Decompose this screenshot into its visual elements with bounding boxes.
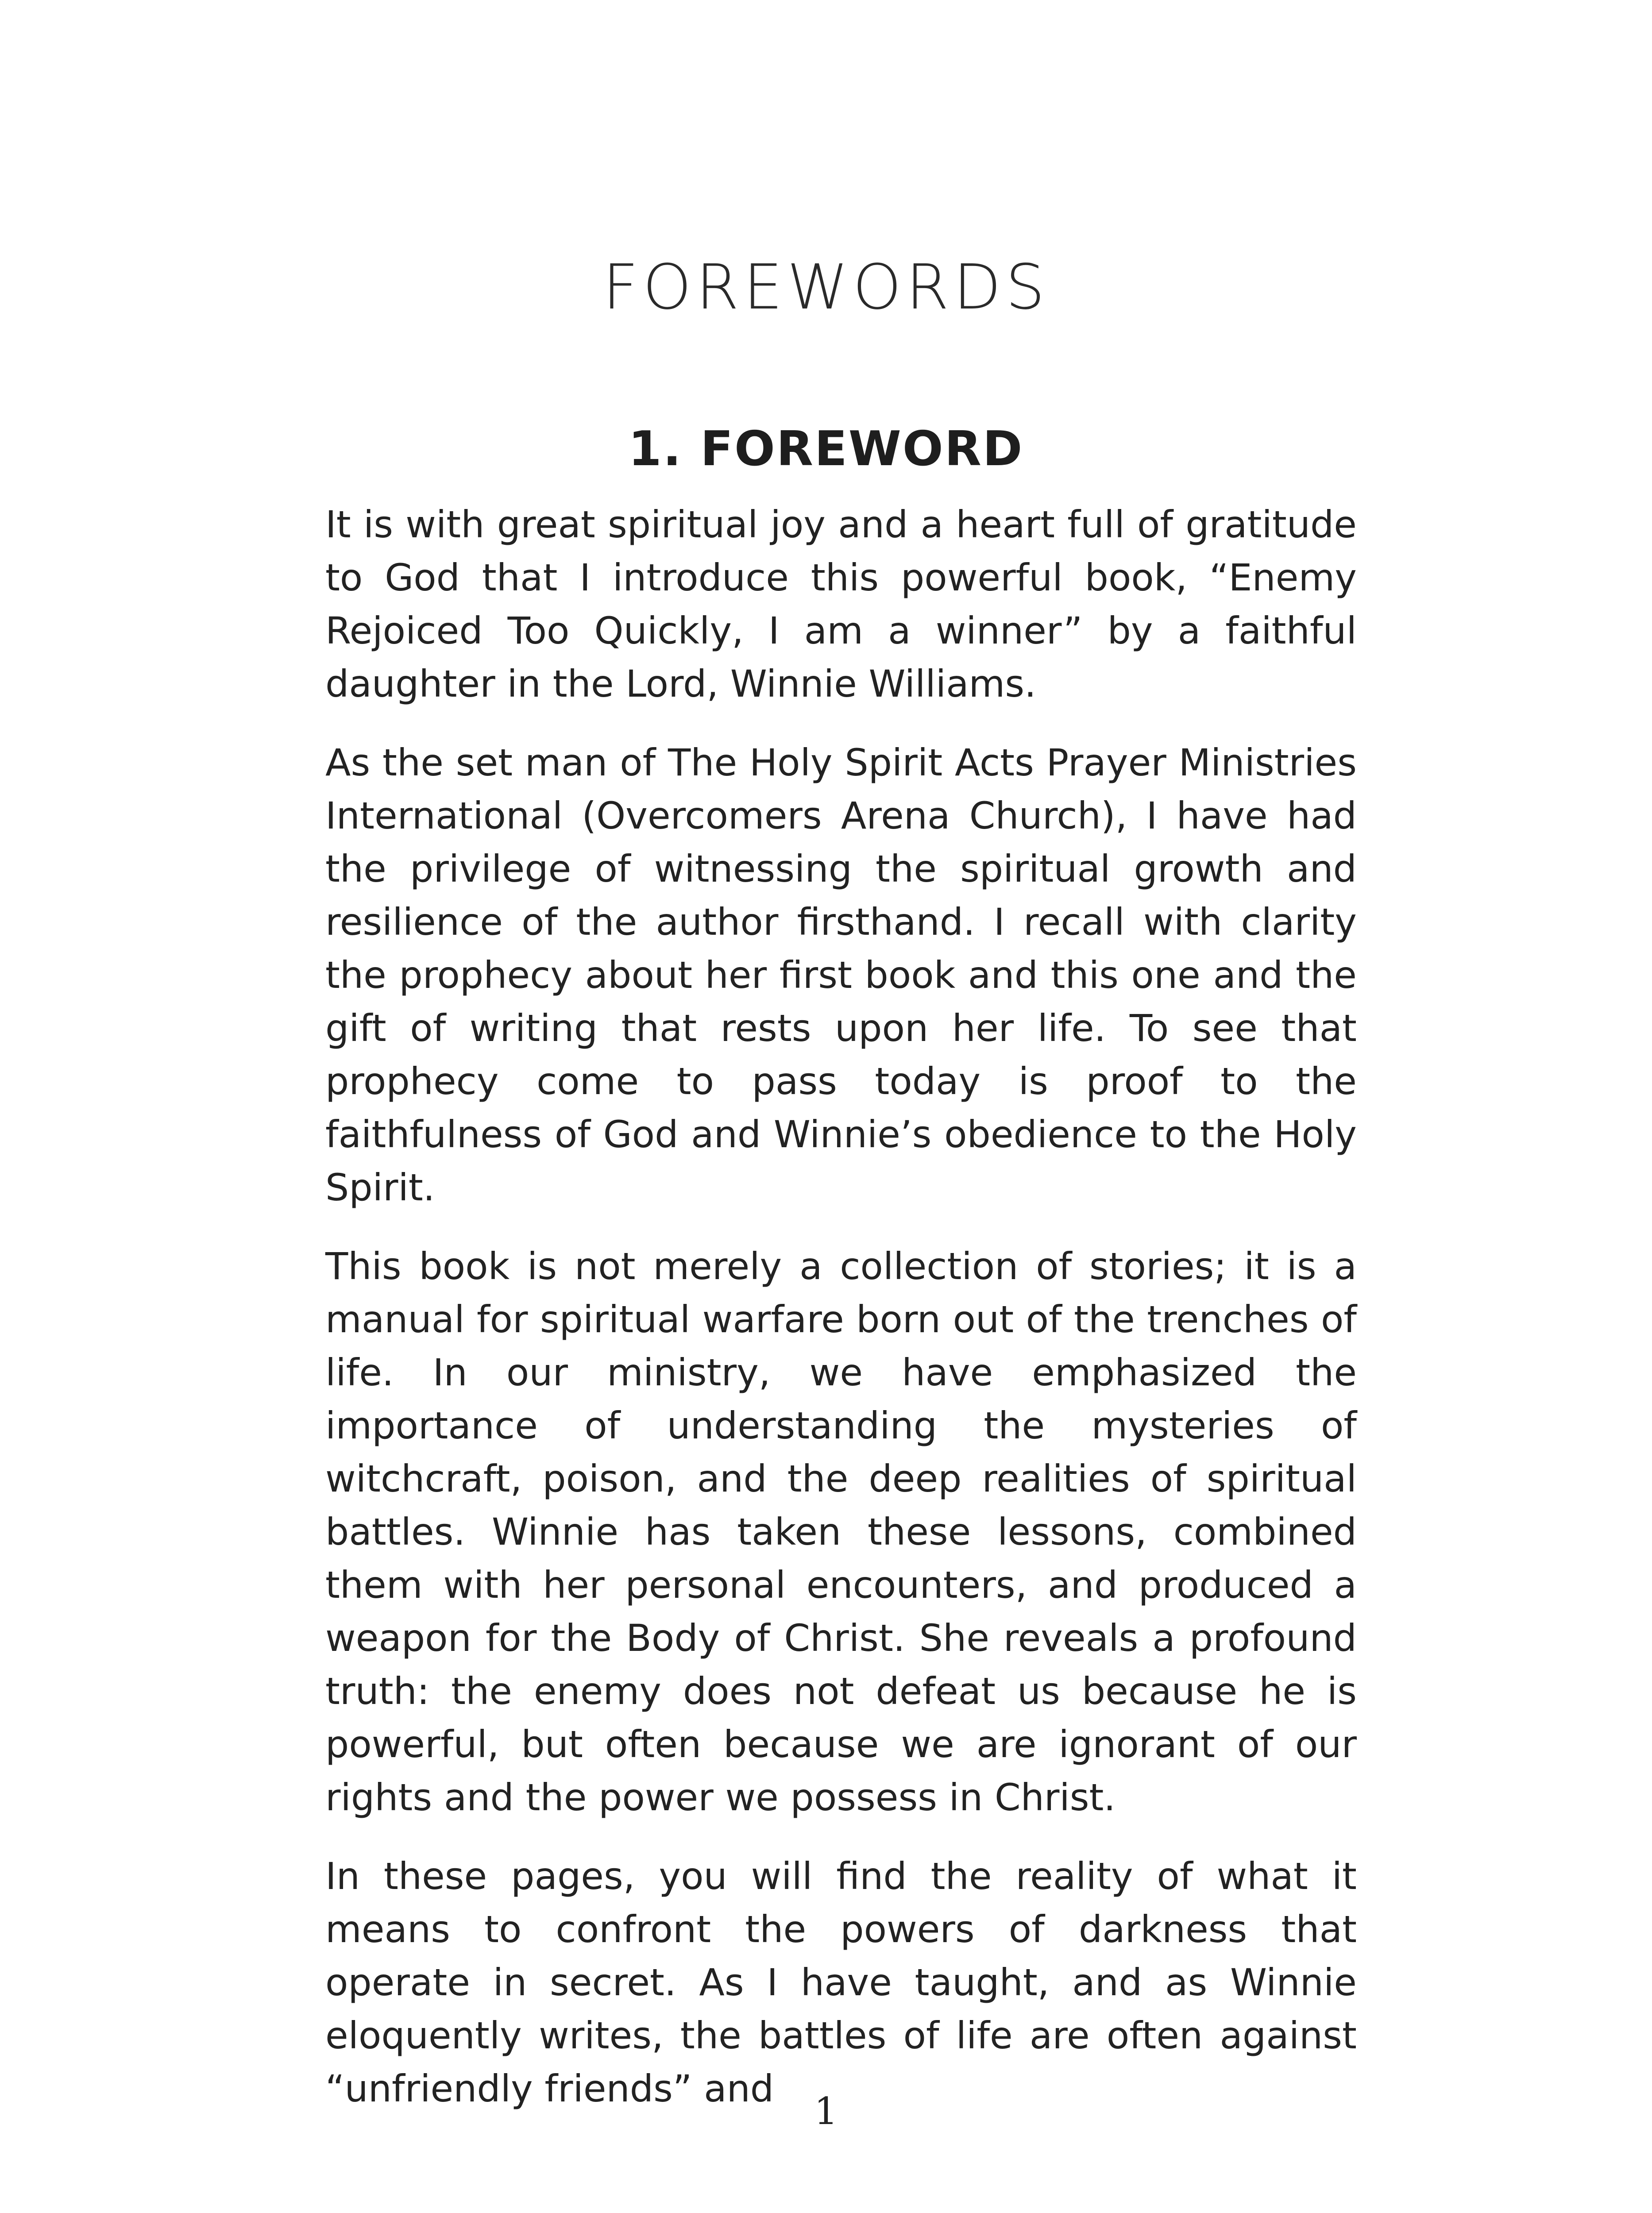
page-number: 1 [814, 2090, 838, 2133]
paragraph: As the set man of The Holy Spirit Acts Prayer Ministries International (Overcomers Arena Church), I have had the privilege of witnessing the spiritual growth and resilience of the author firsthand. I recall with clarity the prophecy about her first book and this one and the gift of writing that rests upon her life. To see that prophecy come to pass today is proof to the faithfulness of God and Winnie’s obedience to the Holy Spirit. [325, 741, 1357, 1209]
paragraph: In these pages, you will find the reality of what it means to confront the powers of darkness that operate in secret. As I have taught, and as Winnie eloquently writes, the battles of life are often against “unfriendly friends” and [325, 1854, 1357, 2110]
foreword-body [325, 498, 1357, 2141]
paragraph: This book is not merely a collection of stories; it is a manual for spiritual warfare born out of the trenches of life. In our ministry, we have emphasized the importance of understanding the mysteries of witchcraft, poison, and the deep realities of spiritual battles. Winnie has taken these lessons, combined them with her personal encounters, and produced a weapon for the Body of Christ. She reveals a profound truth: the enemy does not defeat us because he is powerful, but often because we are ignorant of our rights and the power we possess in Christ. [325, 1245, 1357, 1819]
page-title: FOREWORDS [602, 251, 1050, 324]
section-heading: 1. FOREWORD [628, 421, 1024, 477]
paragraph: It is with great spiritual joy and a heart full of gratitude to God that I introduce this powerful book, “Enemy Rejoiced Too Quickly, I am a winner” by a faithful daughter in the Lord, Winnie Williams. [325, 503, 1357, 706]
